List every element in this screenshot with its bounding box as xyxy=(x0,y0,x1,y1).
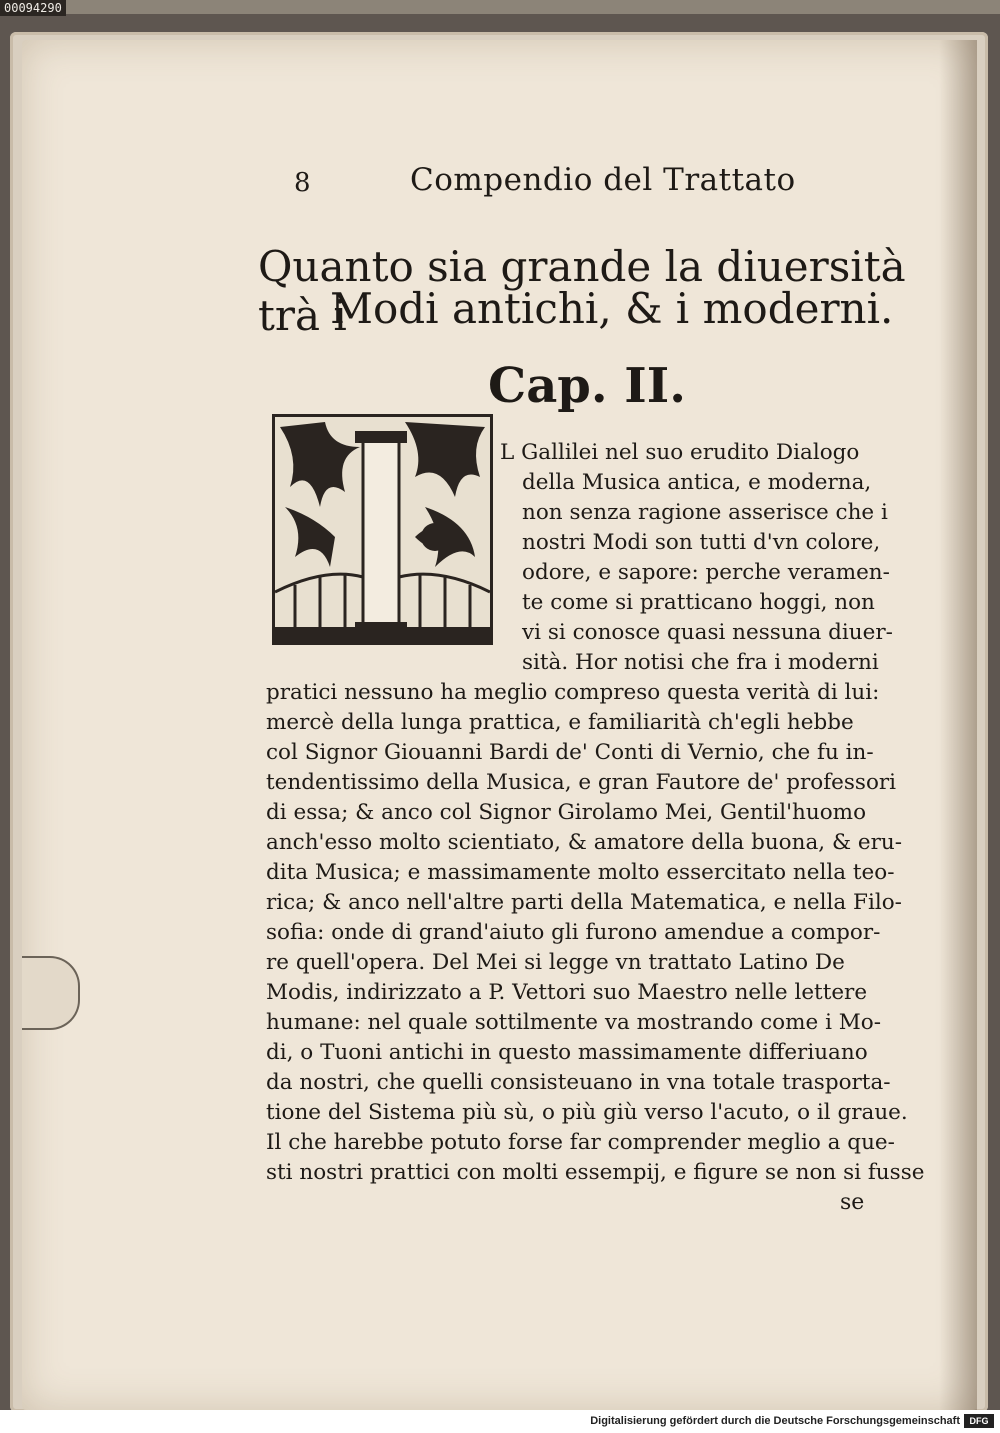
body-line-11: col Signor Giouanni Bardi de' Conti di Vernio, che fu in- xyxy=(266,740,874,765)
body-line-17: sofia: onde di grand'aiuto gli furono amendue a compor- xyxy=(266,920,881,945)
body-line-21: di, o Tuoni antichi in questo massimamente differiuano xyxy=(266,1040,868,1065)
body-line-13: di essa; & anco col Signor Girolamo Mei, Gentil'huomo xyxy=(266,800,867,825)
body-line-4: nostri Modi son tutti d'vn colore, xyxy=(522,530,881,555)
page xyxy=(22,40,977,1410)
page-number: 8 xyxy=(294,168,311,198)
book-scan xyxy=(0,14,1000,1410)
catchword: se xyxy=(840,1190,865,1215)
scan-id: 00094290 xyxy=(0,0,66,16)
body-line-12: tendentissimo della Musica, e gran Fautore de' professori xyxy=(266,770,897,795)
body-line-20: humane: nel quale sottilmente va mostrando come i Mo- xyxy=(266,1010,882,1035)
body-line-5: odore, e sapore: perche veramen- xyxy=(522,560,890,585)
body-line-22: da nostri, che quelli consisteuano in vna totale trasporta- xyxy=(266,1070,891,1095)
body-line-3: non senza ragione asserisce che i xyxy=(522,500,888,525)
body-line-18: re quell'opera. Del Mei si legge vn trattato Latino De xyxy=(266,950,845,975)
dfg-logo: DFG xyxy=(964,1414,994,1428)
body-line-8: sità. Hor notisi che fra i moderni xyxy=(522,650,879,675)
body-line-23: tione del Sistema più sù, o più giù verso l'acuto, o il graue. xyxy=(266,1100,908,1125)
body-line-16: rica; & anco nell'altre parti della Matematica, e nella Filo- xyxy=(266,890,902,915)
text-column xyxy=(22,40,977,1410)
body-line-2: della Musica antica, e moderna, xyxy=(522,470,872,495)
running-title: Compendio del Trattato xyxy=(410,162,796,198)
body-line-19: Modis, indirizzato a P. Vettori suo Maestro nelle lettere xyxy=(266,980,868,1005)
chapter-title-line-1: Quanto sia grande la diuersità trà i xyxy=(258,242,906,340)
body-line-15: dita Musica; e massimamente molto essercitato nella teo- xyxy=(266,860,895,885)
body-line-14: anch'esso molto scientiato, & amatore della buona, & eru- xyxy=(266,830,903,855)
body-line-7: vi si conosce quasi nessuna diuer- xyxy=(522,620,893,645)
woodcut-initial-icon xyxy=(272,414,493,645)
body-line-9: pratici nessuno ha meglio compreso questa verità di lui: xyxy=(266,680,880,705)
body-line-24: Il che harebbe potuto forse far comprender meglio a que- xyxy=(266,1130,895,1155)
footer-bar xyxy=(0,1410,1000,1433)
body-line-10: mercè della lunga prattica, e familiarità ch'egli hebbe xyxy=(266,710,854,735)
chapter-number: Cap. II. xyxy=(488,358,686,414)
body-line-25: sti nostri prattici con molti essempij, e figure se non si fusse xyxy=(266,1160,925,1185)
chapter-title-line-2: Modi antichi, & i moderni. xyxy=(330,284,894,333)
body-line-1: L Gallilei nel suo erudito Dialogo xyxy=(500,440,860,465)
footer-credit: Digitalisierung gefördert durch die Deutsche Forschungsgemeinschaft xyxy=(590,1415,960,1427)
body-line-6: te come si pratticano hoggi, non xyxy=(522,590,875,615)
